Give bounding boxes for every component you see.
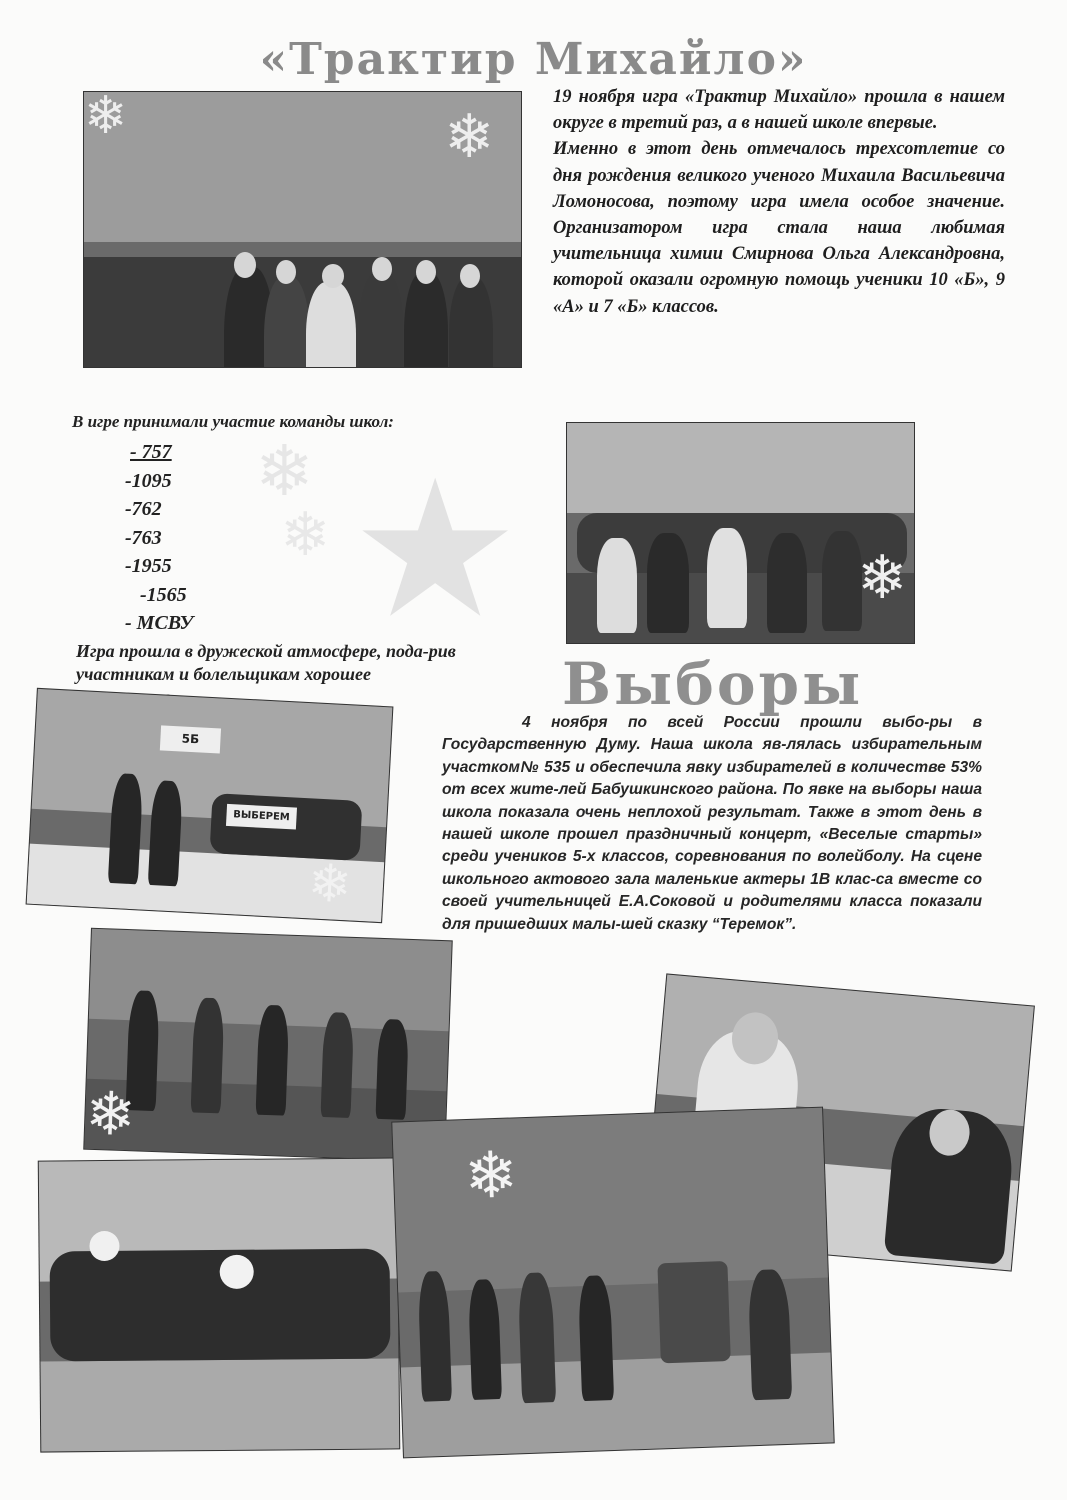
photo-sign: ВЫБЕРЕМ — [226, 804, 297, 830]
team-item: - МСВУ — [125, 612, 194, 634]
snowflake-icon: ❄ — [306, 853, 354, 916]
audience-photo — [39, 1158, 400, 1451]
elections-paragraph: 4 ноября по всей России прошли выбо-ры в Государственную Думу. Наша школа яв-лялась избирательным участком№ 535 и обеспечила явку избирателей в количестве 53% от всех жите-лей Бабушкинского района. По явке на выборы наша школа показала очень неплохой результат. Также в этот день в нашей школе прошел праздничный концерт, «Веселые старты» среди учеников 5-х классов, соревнования по волейболу. На сцене школьного актового зала маленькие актеры 1В клас-са вместе со своей учительницей Е.А.Соковой и родителями класса показали для пришедших малы-шей сказку “Теремок”. — [442, 714, 982, 933]
snowflake-icon: ❄ — [462, 1138, 520, 1215]
snowflake-icon: ❄ — [857, 543, 908, 613]
intro-paragraph-2: Именно в этот день отмечалось трехсотлетие со дня рождения великого ученого Михаила Васильевича Ломоносова, поэтому игра имела особое значение. Организатором игра стала наша любимая учительница химии Смирнова Ольга Александровна, которой оказали огромную помощь ученики 10 «Б», 9 «А» и 7 «Б» классов. — [553, 139, 1005, 317]
snowflake-icon: ❄ — [444, 102, 495, 172]
snowflake-icon: ❄ — [84, 92, 128, 146]
group-photo-stairs — [567, 423, 914, 643]
elections-body — [442, 712, 982, 936]
teams-heading: В игре принимали участие команды школ: — [72, 412, 394, 431]
snowflake-icon: ❄ — [84, 1078, 137, 1151]
intro-paragraph-1: 19 ноября игра «Трактир Михайло» прошла в нашем округе в третий раз, а в нашей школе впервые. — [553, 87, 1005, 134]
teams-list — [125, 438, 193, 638]
article-title: «Трактир Михайло» — [259, 34, 808, 85]
team-item: -1955 — [125, 555, 172, 577]
elections-title: Выборы — [562, 650, 864, 718]
star-icon: ★ — [350, 439, 521, 660]
team-item: -1095 — [125, 469, 172, 492]
article-intro — [553, 84, 1005, 320]
team-item: -763 — [125, 526, 162, 549]
closing-text: Игра прошла в дружеской атмосфере, пода-рив участникам и болельщикам хорошее — [76, 641, 456, 684]
team-item: -1565 — [140, 583, 187, 606]
hall-photo-signs — [27, 689, 393, 922]
snowflake-icon: ❄ — [280, 500, 331, 570]
team-item: - 757 — [130, 441, 172, 463]
team-item: -762 — [125, 498, 162, 520]
photo-sign: 5Б — [160, 725, 221, 753]
group-photo-costumes — [84, 92, 521, 367]
teremok-play-photo — [392, 1108, 833, 1458]
snowflake-icon: ❄ — [255, 430, 314, 512]
